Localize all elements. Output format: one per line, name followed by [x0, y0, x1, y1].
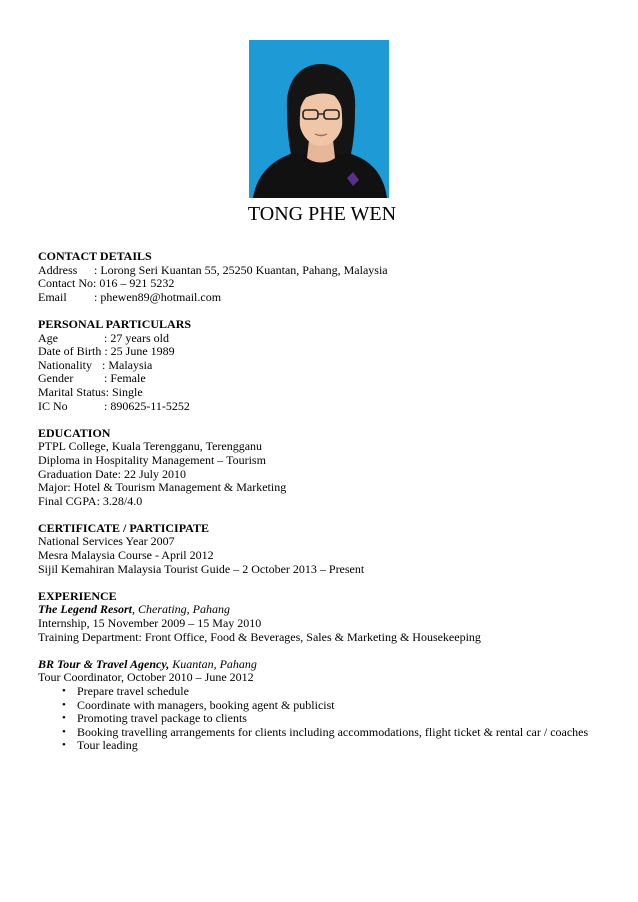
- resume-content: [38, 250, 618, 753]
- personal-section: [38, 318, 618, 413]
- certificate-section: [38, 522, 618, 576]
- job1-location: , Cherating, Pahang: [132, 602, 230, 617]
- contact-section: [38, 250, 618, 304]
- bullet-icon: •: [62, 685, 66, 697]
- ic-line: [38, 400, 618, 414]
- certificate-heading: CERTIFICATE / PARTICIPATE: [38, 520, 209, 535]
- email-label: Email: [38, 289, 67, 304]
- education-line: PTPL College, Kuala Terengganu, Terengganu: [38, 439, 263, 454]
- list-item: • Coordinate with managers, booking agent & publicist: [62, 697, 335, 712]
- education-line: Diploma in Hospitality Management – Tourism: [38, 452, 266, 467]
- job1-detail: Training Department: Front Office, Food & Beverages, Sales & Marketing & Housekeeping: [38, 629, 481, 644]
- phone-line: Contact No: 016 – 921 5232: [38, 276, 175, 291]
- job1-role: Internship, 15 November 2009 – 15 May 2010: [38, 616, 262, 631]
- education-line: Major: Hotel & Tourism Management & Marketing: [38, 480, 287, 495]
- portrait-image: [249, 40, 389, 198]
- age-value: : 27 years old: [104, 330, 169, 345]
- address-label: Address: [38, 262, 78, 277]
- list-item: • Promoting travel package to clients: [62, 711, 247, 726]
- nationality-line: [38, 359, 618, 373]
- bullet-icon: •: [62, 712, 66, 725]
- certificate-line: Sijil Kemahiran Malaysia Tourist Guide – 2 October 2013 – Present: [38, 561, 365, 576]
- job2-role: Tour Coordinator, October 2010 – June 2012: [38, 670, 254, 685]
- certificate-line: National Services Year 2007: [38, 534, 175, 549]
- address-line: [38, 264, 618, 278]
- job2-company: BR Tour & Travel Agency,: [38, 656, 170, 671]
- contact-heading: CONTACT DETAILS: [38, 249, 152, 263]
- candidate-name: TONG PHE WEN: [247, 203, 397, 225]
- education-line: Graduation Date: 22 July 2010: [38, 466, 186, 481]
- job2-location: Kuantan, Pahang: [169, 656, 257, 671]
- experience-section: [38, 590, 618, 753]
- list-item: • Booking travelling arrangements for clients including accommodations, flight ticket & rental car / coaches: [62, 724, 589, 739]
- email-line: [38, 291, 618, 305]
- bullet-icon: •: [62, 725, 66, 738]
- list-item: • Tour leading: [62, 738, 138, 753]
- marital-line: Marital Status: Single: [38, 384, 143, 399]
- personal-heading: PERSONAL PARTICULARS: [38, 316, 192, 331]
- age-line: [38, 332, 618, 346]
- ic-label: IC No: [38, 398, 68, 413]
- age-label: Age: [38, 330, 58, 345]
- profile-photo: [249, 40, 389, 198]
- education-heading: EDUCATION: [38, 425, 111, 440]
- ic-value: : 890625-11-5252: [104, 398, 190, 413]
- job2-title-line: [38, 658, 618, 672]
- list-item: • Prepare travel schedule: [62, 684, 189, 698]
- certificate-line: Mesra Malaysia Course - April 2012: [38, 548, 214, 563]
- education-line: Final CGPA: 3.28/4.0: [38, 493, 143, 508]
- nationality-value: : Malaysia: [102, 357, 153, 372]
- dob-line: Date of Birth : 25 June 1989: [38, 344, 175, 359]
- bullet-icon: •: [62, 698, 66, 711]
- education-section: [38, 427, 618, 509]
- job1-company: The Legend Resort: [38, 602, 132, 617]
- email-value: : phewen89@hotmail.com: [94, 289, 222, 304]
- address-value: : Lorong Seri Kuantan 55, 25250 Kuantan, Pahang, Malaysia: [94, 262, 388, 277]
- gender-value: : Female: [104, 371, 146, 386]
- bullet-icon: •: [62, 739, 66, 752]
- nationality-label: Nationality: [38, 357, 92, 372]
- gender-line: [38, 372, 618, 386]
- experience-heading: EXPERIENCE: [38, 588, 117, 603]
- job1-title-line: [38, 603, 618, 617]
- job2-duties-list: [38, 685, 618, 753]
- gender-label: Gender: [38, 371, 74, 386]
